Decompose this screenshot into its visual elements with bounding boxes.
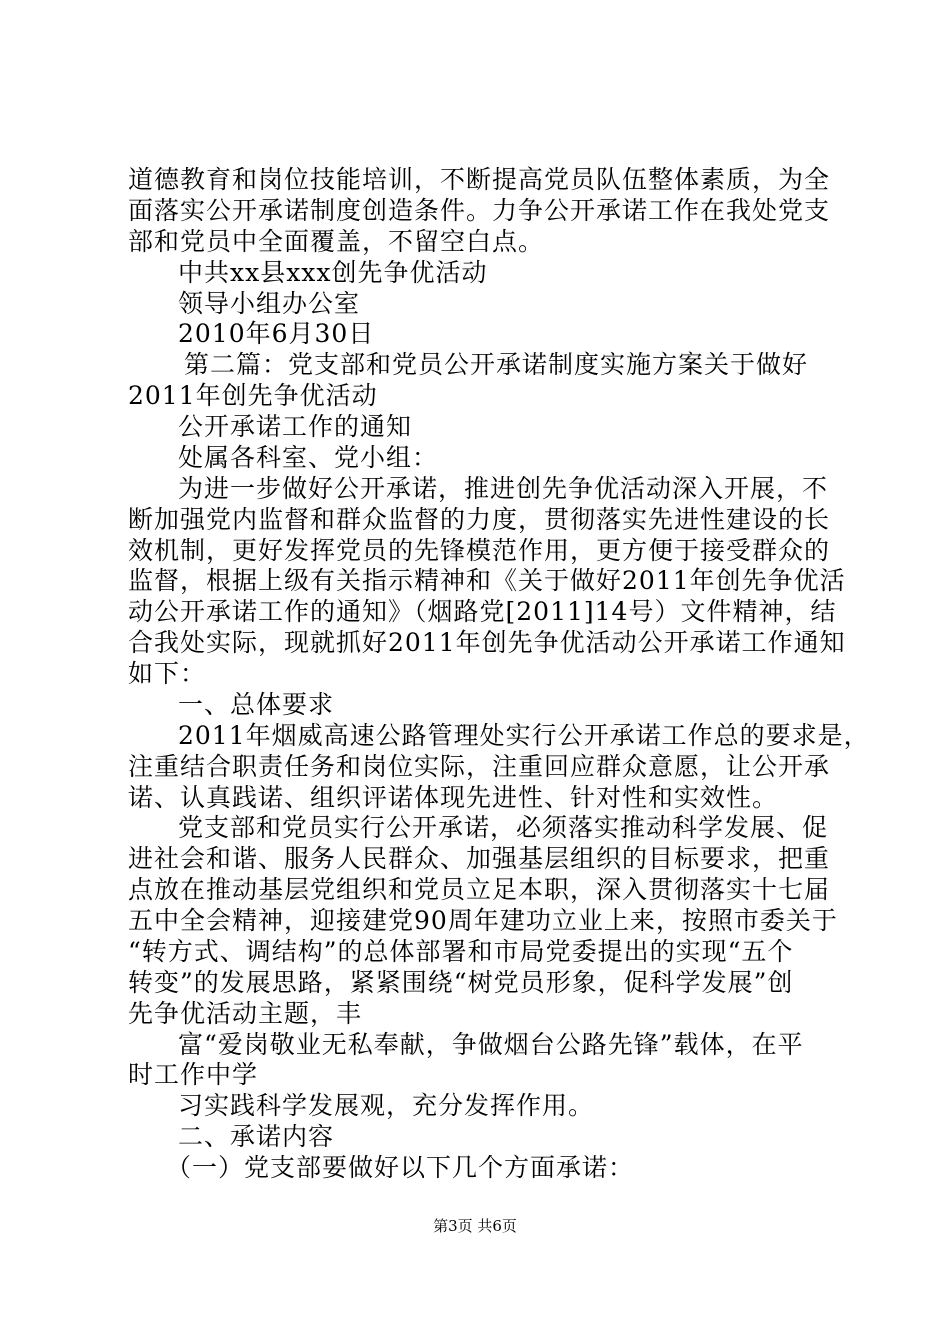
text-line: 2010年6月30日 [178, 319, 375, 348]
text-line: 诺、认真践诺、组织评诺体现先进性、针对性和实效性。 [128, 783, 779, 812]
text-line: 先争优活动主题，丰 [128, 999, 363, 1028]
text-line: 党支部和党员实行公开承诺，必须落实推动科学发展、促 [178, 813, 829, 842]
text-line: 时工作中学 [128, 1060, 259, 1089]
text-line: 效机制，更好发挥党员的先锋模范作用，更方便于接受群众的 [128, 536, 831, 565]
section-heading: 2011年创先争优活动 [128, 381, 378, 410]
text-line: 如下： [128, 659, 207, 688]
text-line: 断加强党内监督和群众监督的力度，贯彻落实先进性建设的长 [128, 505, 831, 534]
text-line: 面落实公开承诺制度创造条件。力争公开承诺工作在我处党支 [128, 196, 831, 225]
text-line: 二、承诺内容 [178, 1122, 335, 1151]
text-line: 2011年烟威高速公路管理处实行公开承诺工作总的要求是， [178, 721, 870, 750]
text-line: 富“爱岗敬业无私奉献，争做烟台公路先锋”载体，在平 [178, 1030, 804, 1059]
text-line: 一、总体要求 [178, 690, 335, 719]
section-heading: 第二篇：党支部和党员公开承诺制度实施方案关于做好 [184, 350, 809, 379]
text-line: 公开承诺工作的通知 [178, 412, 413, 441]
text-line: 道德教育和岗位技能培训，不断提高党员队伍整体素质，为全 [128, 165, 831, 194]
text-line: （一）党支部要做好以下几个方面承诺： [166, 1153, 635, 1182]
text-line: 监督，根据上级有关指示精神和《关于做好2011年创先争优活 [128, 566, 846, 595]
text-line: 为进一步做好公开承诺，推进创先争优活动深入开展，不 [178, 474, 829, 503]
text-line: 进社会和谐、服务人民群众、加强基层组织的目标要求，把重 [128, 844, 831, 873]
page-footer: 第3页 共6页 [433, 1217, 517, 1235]
text-line: 处属各科室、党小组： [178, 443, 439, 472]
text-line: 点放在推动基层党组织和党员立足本职，深入贯彻落实十七届 [128, 875, 831, 904]
text-line: 合我处实际，现就抓好2011年创先争优活动公开承诺工作通知 [128, 628, 846, 657]
text-line: 动公开承诺工作的通知》（烟路党[2011]14号）文件精神，结 [128, 597, 837, 626]
text-line: “转方式、调结构”的总体部署和市局党委提出的实现“五个 [128, 937, 794, 966]
text-line: 部和党员中全面覆盖，不留空白点。 [128, 227, 545, 256]
text-line: 转变”的发展思路，紧紧围绕“树党员形象，促科学发展”创 [128, 968, 794, 997]
text-line: 领导小组办公室 [178, 289, 361, 318]
text-line: 习实践科学发展观，充分发挥作用。 [178, 1091, 595, 1120]
text-line: 五中全会精神，迎接建党90周年建功立业上来，按照市委关于 [128, 906, 838, 935]
text-line: 中共xx县xxx创先争优活动 [178, 258, 488, 287]
text-line: 注重结合职责任务和岗位实际，注重回应群众意愿，让公开承 [128, 752, 831, 781]
